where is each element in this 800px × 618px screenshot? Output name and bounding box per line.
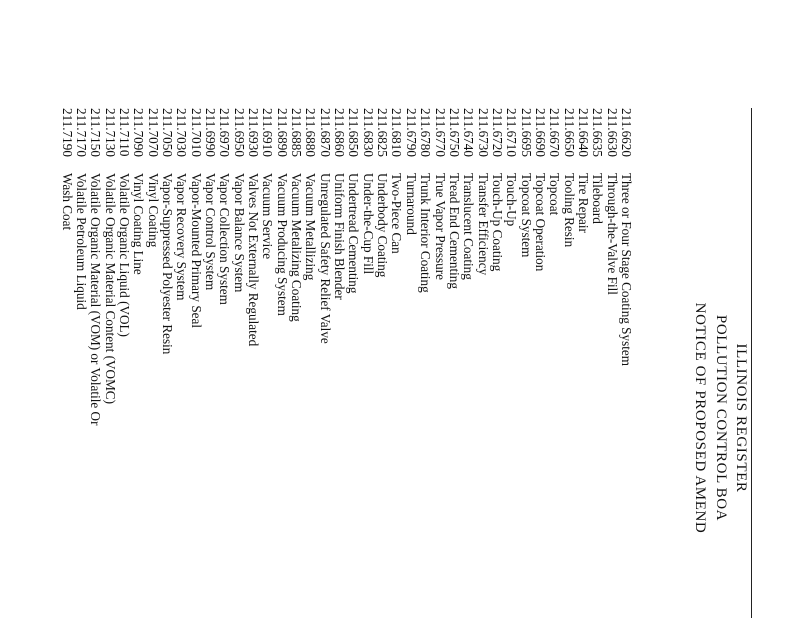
- definition-row: [303, 108, 317, 425]
- section-number: 211.7050: [160, 108, 175, 157]
- section-number: 211.6910: [260, 108, 276, 157]
- defined-term: Uniform Finish Blender: [332, 173, 348, 300]
- section-number: 211.6635: [590, 108, 606, 157]
- definition-row: [590, 108, 604, 425]
- section-number: 211.6810: [389, 108, 405, 157]
- header-rule: [751, 108, 752, 618]
- defined-term: Unregulated Safety Relief Valve: [317, 173, 333, 344]
- defined-term: True Vapor Pressure: [432, 173, 448, 280]
- section-number: 211.6740: [461, 108, 477, 157]
- definition-row: [518, 108, 532, 425]
- section-number: 211.7030: [174, 108, 190, 157]
- defined-term: Touch-Up: [504, 173, 520, 227]
- section-number: 211.6930: [246, 108, 262, 157]
- defined-term: Under-the-Cup Fill: [360, 173, 376, 275]
- defined-term: Turnaround: [403, 173, 419, 235]
- defined-term: Volatile Organic Material (VOM) or Volatile Or: [88, 173, 104, 426]
- rotated-document: [59, 108, 752, 618]
- section-number: 211.7010: [188, 108, 204, 157]
- definition-row: [274, 108, 288, 425]
- defined-term: Volatile Organic Liquid (VOL): [116, 173, 132, 337]
- definition-row: [504, 108, 518, 425]
- section-number: 211.6870: [317, 108, 333, 157]
- definition-row: [432, 108, 446, 425]
- defined-term: Volatile Petroleum Liquid: [73, 173, 89, 310]
- definition-row: [576, 108, 590, 425]
- section-number: 211.7130: [102, 108, 118, 157]
- defined-term: Vacuum Metallizing: [303, 173, 319, 281]
- section-number: 211.6830: [360, 108, 376, 157]
- definition-row: [561, 108, 575, 425]
- defined-term: Topcoat Operation: [532, 173, 548, 272]
- section-number: 211.6990: [203, 108, 219, 157]
- defined-term: Transfer Efficiency: [475, 173, 491, 276]
- defined-term: Topcoat: [547, 173, 563, 216]
- section-number: 211.7190: [59, 108, 75, 157]
- defined-term: Vacuum Metalizing Coating: [289, 173, 305, 322]
- section-number: 211.6950: [231, 108, 247, 157]
- section-number: 211.7070: [145, 108, 161, 157]
- defined-term: Vapor Balance System: [231, 173, 247, 293]
- defined-term: Vacuum Producing System: [274, 173, 290, 316]
- definition-row: [160, 108, 174, 425]
- section-number: 211.7170: [73, 108, 89, 157]
- defined-term: Tileboard: [590, 173, 606, 224]
- definition-row: [533, 108, 547, 425]
- section-number: 211.6690: [532, 108, 548, 157]
- definition-row: [604, 108, 618, 425]
- defined-term: Two-Piece Can: [389, 173, 405, 254]
- defined-term: Three or Four Stage Coating System: [619, 173, 634, 367]
- definition-row: [117, 108, 131, 425]
- defined-term: Topcoat System: [518, 173, 534, 258]
- definition-row: [231, 108, 245, 425]
- definition-row: [490, 108, 504, 425]
- defined-term: Tire Repair: [575, 173, 591, 233]
- section-number: 211.6720: [489, 108, 505, 157]
- definition-row: [74, 108, 88, 425]
- definition-row: [317, 108, 331, 425]
- definition-row: [447, 108, 461, 425]
- definition-row: [547, 108, 561, 425]
- section-number: 211.7150: [88, 108, 104, 157]
- section-number: 211.6850: [346, 108, 362, 157]
- section-number: 211.6860: [332, 108, 348, 157]
- definition-row: [174, 108, 188, 425]
- section-number: 211.7110: [116, 108, 132, 157]
- board-title: POLLUTION CONTROL BOA: [713, 314, 729, 522]
- definition-row: [88, 108, 102, 425]
- defined-term: Tooling Resin: [561, 173, 577, 248]
- defined-term: Touch-Up Coating: [489, 173, 505, 272]
- section-number: 211.6710: [504, 108, 520, 157]
- defined-term: Vapor Recovery System: [174, 173, 190, 301]
- definition-row: [389, 108, 403, 425]
- definitions-list: [59, 108, 633, 425]
- section-number: 211.6790: [403, 108, 419, 157]
- section-number: 211.6880: [303, 108, 319, 157]
- section-number: 211.6630: [604, 108, 620, 157]
- definition-row: [131, 108, 145, 425]
- section-number: 211.6770: [432, 108, 448, 157]
- section-number: 211.6825: [375, 108, 391, 157]
- definition-row: [145, 108, 159, 425]
- section-number: 211.6670: [547, 108, 563, 157]
- defined-term: Vapor-Suppressed Polyester Resin: [160, 173, 175, 355]
- section-number: 211.7090: [131, 108, 147, 157]
- section-number: 211.6780: [418, 108, 434, 157]
- definition-row: [102, 108, 116, 425]
- defined-term: Through-the-Valve Fill: [604, 173, 620, 295]
- definition-row: [246, 108, 260, 425]
- defined-term: Vapor Collection System: [217, 173, 233, 305]
- section-number: 211.6750: [446, 108, 462, 157]
- defined-term: Vinyl Coating: [145, 173, 161, 248]
- defined-term: Volatile Organic Material Content (VOMC): [102, 173, 118, 404]
- defined-term: Trunk Interior Coating: [418, 173, 434, 293]
- defined-term: Wash Coat: [59, 173, 75, 231]
- section-number: 211.6620: [619, 108, 634, 157]
- definition-row: [404, 108, 418, 425]
- defined-term: Underbody Coating: [375, 173, 391, 278]
- defined-term: Vinyl Coating Line: [131, 173, 147, 275]
- section-number: 211.6885: [289, 108, 305, 157]
- section-number: 211.6970: [217, 108, 233, 157]
- defined-term: Vacuum Service: [260, 173, 276, 260]
- defined-term: Undertread Cementing: [346, 173, 362, 294]
- defined-term: Tread End Cementing: [446, 173, 462, 289]
- definition-row: [188, 108, 202, 425]
- section-number: 211.6890: [274, 108, 290, 157]
- section-number: 211.6695: [518, 108, 534, 157]
- definition-row: [332, 108, 346, 425]
- defined-term: Vapor-Mounted Primary Seal: [188, 173, 204, 329]
- notice-title: NOTICE OF PROPOSED AMEND: [692, 302, 708, 534]
- definition-row: [360, 108, 374, 425]
- definition-row: [346, 108, 360, 425]
- defined-term: Translucent Coating: [461, 173, 477, 280]
- definition-row: [203, 108, 217, 425]
- register-title: ILLINOIS REGISTER: [733, 343, 749, 493]
- section-number: 211.6650: [561, 108, 577, 157]
- definition-row: [475, 108, 489, 425]
- definition-row: [260, 108, 274, 425]
- section-number: 211.6730: [475, 108, 491, 157]
- definition-row: [418, 108, 432, 425]
- definition-row: [59, 108, 73, 425]
- definition-row: [217, 108, 231, 425]
- definition-row: [461, 108, 475, 425]
- section-number: 211.6640: [575, 108, 591, 157]
- definition-row: [619, 108, 633, 425]
- definition-row: [289, 108, 303, 425]
- defined-term: Valves Not Externally Regulated: [246, 173, 262, 347]
- definition-row: [375, 108, 389, 425]
- defined-term: Vapor Control System: [203, 173, 219, 291]
